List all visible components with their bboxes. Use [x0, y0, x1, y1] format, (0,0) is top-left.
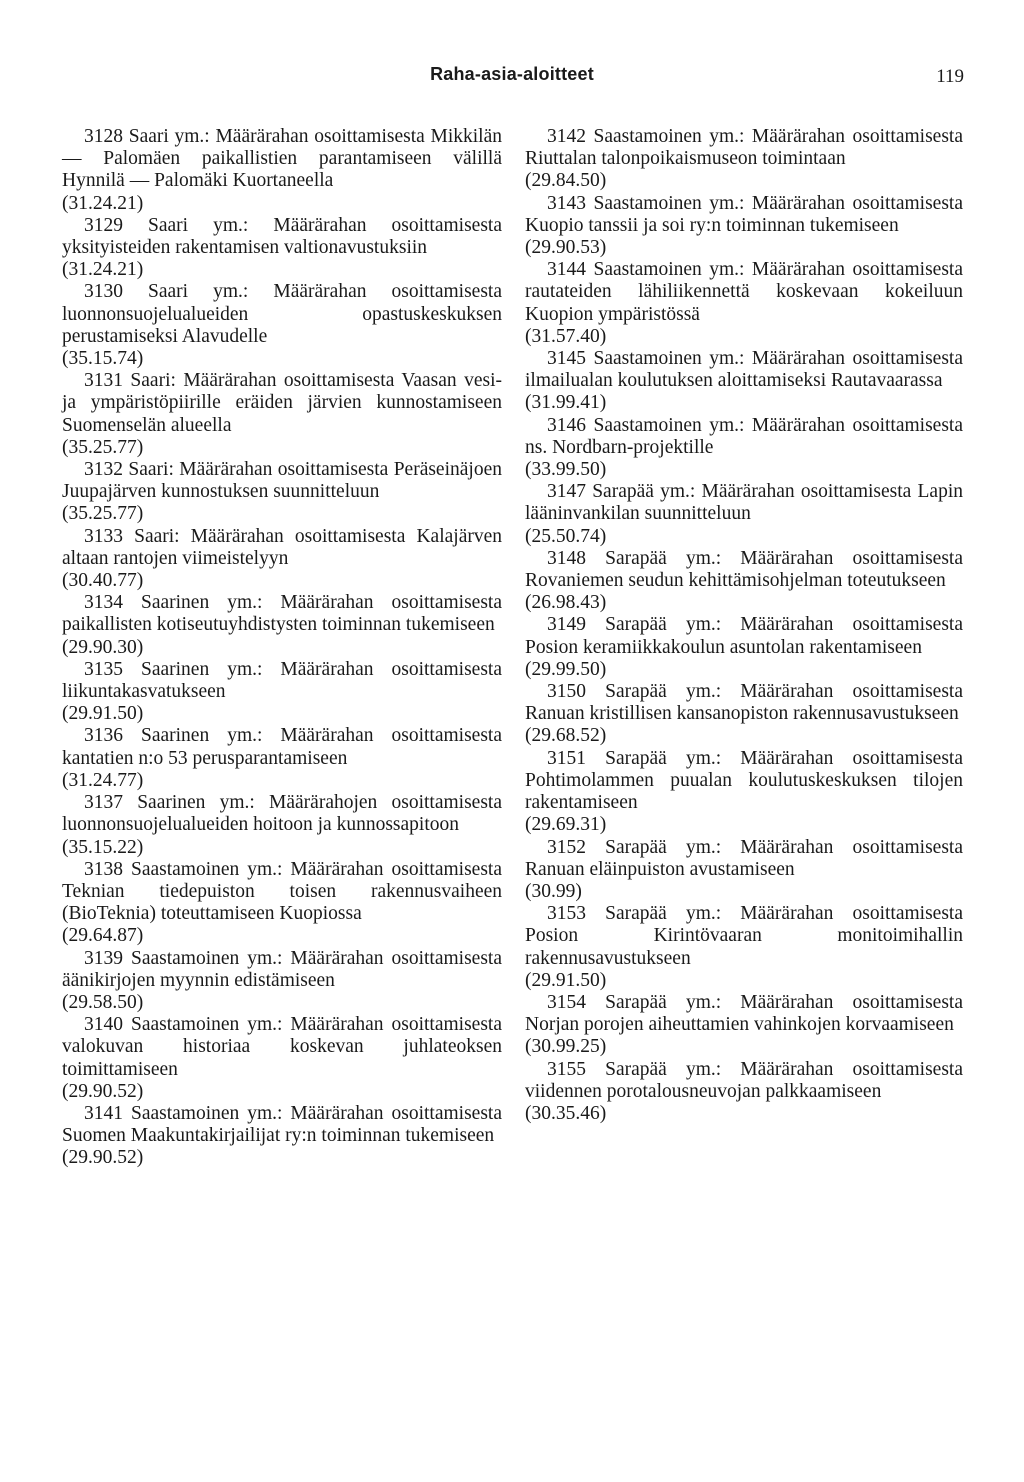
- entry-text: 3152 Sarapää ym.: Määrärahan osoittamisesta Ranuan eläinpuiston avustamiseen: [525, 836, 963, 880]
- entry-text: 3149 Sarapää ym.: Määrärahan osoittamisesta Posion keramiikkakoulun asuntolan rakentamiseen: [525, 614, 963, 658]
- entry-reference: (35.15.74): [62, 348, 144, 370]
- left-column: [62, 126, 502, 1170]
- list-item: [525, 748, 963, 837]
- entry-text: 3153 Sarapää ym.: Määrärahan osoittamisesta Posion Kirintövaaran monitoimihallin rakennusavustukseen: [525, 903, 963, 969]
- entry-text: 3142 Saastamoinen ym.: Määrärahan osoittamisesta Riuttalan talonpoikaismuseon toimintaan: [525, 126, 963, 170]
- list-item: [525, 681, 963, 748]
- entry-reference: (29.90.52): [62, 1147, 144, 1169]
- entry-text: 3131 Saari: Määrärahan osoittamisesta Vaasan vesi- ja ympäristöpiirille eräiden järvien kunnostamiseen Suomenselän alueella: [62, 370, 502, 436]
- entry-text: 3147 Sarapää ym.: Määrärahan osoittamisesta Lapin lääninvankilan suunnitteluun: [525, 481, 963, 525]
- list-item: [62, 1014, 502, 1103]
- list-item: [62, 526, 502, 593]
- entry-text: 3145 Saastamoinen ym.: Määrärahan osoittamisesta ilmailualan koulutuksen aloittamiseksi Rautavaarassa: [525, 348, 963, 392]
- entry-reference: (29.64.87): [62, 925, 144, 947]
- entry-text: 3155 Sarapää ym.: Määrärahan osoittamisesta viidennen porotalousneuvojan palkkaamiseen: [525, 1058, 963, 1102]
- entry-text: 3130 Saari ym.: Määrärahan osoittamisesta luonnonsuojelualueiden opastuskeskuksen perustamiseksi Alavudelle: [62, 281, 502, 347]
- entry-text: 3144 Saastamoinen ym.: Määrärahan osoittamisesta rautateiden lähiliikennettä koskevaan kokeiluun Kuopion ympäristössä: [525, 259, 963, 325]
- entry-reference: (29.90.52): [62, 1080, 144, 1102]
- page-number: 119: [936, 66, 964, 87]
- entry-reference: (31.99.41): [525, 392, 607, 414]
- entry-text: 3135 Saarinen ym.: Määrärahan osoittamisesta liikuntakasvatukseen: [62, 658, 502, 703]
- entry-reference: (30.40.77): [62, 570, 144, 592]
- entry-text: 3128 Saari ym.: Määrärahan osoittamisesta Mikkilän — Palomäen paikallistien parantamiseen välillä Hynnilä — Palomäki Kuortaneella: [62, 126, 502, 192]
- entry-text: 3143 Saastamoinen ym.: Määrärahan osoittamisesta Kuopio tanssii ja soi ry:n toiminnan tukemiseen: [525, 192, 963, 236]
- entry-text: 3150 Sarapää ym.: Määrärahan osoittamisesta Ranuan kristillisen kansanopiston rakennusavustukseen: [525, 681, 963, 725]
- entry-reference: (35.15.22): [62, 836, 144, 858]
- list-item: [525, 259, 963, 348]
- entry-reference: (29.90.53): [525, 237, 607, 259]
- entry-reference: (25.50.74): [525, 525, 607, 547]
- entry-reference: (35.25.77): [62, 436, 144, 458]
- entry-text: 3148 Sarapää ym.: Määrärahan osoittamisesta Rovaniemen seudun kehittämisohjelman toteutukseen: [525, 547, 963, 592]
- entry-text: 3129 Saari ym.: Määrärahan osoittamisesta yksityisteiden rakentamisen valtionavustuksiin: [62, 214, 502, 259]
- list-item: [62, 859, 502, 948]
- list-item: [62, 1103, 502, 1170]
- entry-reference: (30.99.25): [525, 1036, 607, 1058]
- entry-reference: (29.84.50): [525, 170, 607, 192]
- list-item: [525, 126, 963, 193]
- entry-text: 3151 Sarapää ym.: Määrärahan osoittamisesta Pohtimolammen puualan koulutuskeskuksen tilojen rakentamiseen: [525, 747, 963, 814]
- entry-text: 3138 Saastamoinen ym.: Määrärahan osoittamisesta Teknian tiedepuiston toisen rakennusvaiheen (BioTeknia) toteuttamiseen Kuopiossa: [62, 858, 502, 925]
- list-item: [525, 548, 963, 615]
- list-item: [62, 948, 502, 1015]
- list-item: [62, 792, 502, 859]
- entry-reference: (31.24.21): [62, 192, 144, 214]
- entry-text: 3132 Saari: Määrärahan osoittamisesta Peräseinäjoen Juupajärven kunnostuksen suunnitteluun: [62, 459, 502, 503]
- list-item: [62, 592, 502, 659]
- list-item: [525, 481, 963, 548]
- entry-reference: (30.99): [525, 880, 582, 902]
- entry-reference: (29.99.50): [525, 658, 607, 680]
- entry-reference: (30.35.46): [525, 1102, 607, 1124]
- list-item: [525, 415, 963, 482]
- entry-reference: (33.99.50): [525, 459, 607, 481]
- entry-reference: (29.91.50): [62, 703, 144, 725]
- list-item: [525, 193, 963, 260]
- list-item: [525, 1059, 963, 1126]
- list-item: [525, 992, 963, 1059]
- running-title: Raha-asia-aloitteet: [430, 64, 594, 84]
- entry-reference: (31.24.21): [62, 259, 144, 281]
- entry-reference: (29.69.31): [525, 814, 607, 836]
- entry-text: 3140 Saastamoinen ym.: Määrärahan osoittamisesta valokuvan historiaa koskevan juhlateoksen toimittamiseen: [62, 1014, 502, 1080]
- entry-reference: (26.98.43): [525, 592, 607, 614]
- list-item: [62, 215, 502, 282]
- entry-reference: (35.25.77): [62, 503, 144, 525]
- entry-text: 3141 Saastamoinen ym.: Määrärahan osoittamisesta Suomen Maakuntakirjailijat ry:n toiminnan tukemiseen: [62, 1102, 502, 1147]
- right-column: [525, 126, 963, 1125]
- entry-reference: (29.91.50): [525, 969, 607, 991]
- entry-text: 3136 Saarinen ym.: Määrärahan osoittamisesta kantatien n:o 53 perusparantamiseen: [62, 725, 502, 769]
- list-item: [525, 903, 963, 992]
- list-item: [525, 348, 963, 415]
- list-item: [62, 126, 502, 215]
- entry-text: 3154 Sarapää ym.: Määrärahan osoittamisesta Norjan porojen aiheuttamien vahinkojen korvaamiseen: [525, 991, 963, 1036]
- list-item: [525, 614, 963, 681]
- entry-reference: (31.24.77): [62, 769, 144, 791]
- entry-reference: (29.90.30): [62, 636, 144, 658]
- list-item: [62, 459, 502, 526]
- entry-text: 3139 Saastamoinen ym.: Määrärahan osoittamisesta äänikirjojen myynnin edistämiseen: [62, 947, 502, 991]
- list-item: [62, 659, 502, 726]
- entry-text: 3133 Saari: Määrärahan osoittamisesta Kalajärven altaan rantojen viimeistelyyn: [62, 525, 502, 569]
- list-item: [62, 370, 502, 459]
- entry-reference: (31.57.40): [525, 325, 607, 347]
- page-header: [0, 64, 1024, 94]
- entry-text: 3134 Saarinen ym.: Määrärahan osoittamisesta paikallisten kotiseutuyhdistysten toiminnan tukemiseen: [62, 592, 502, 636]
- list-item: [62, 725, 502, 792]
- list-item: [525, 837, 963, 904]
- entry-reference: (29.68.52): [525, 725, 607, 747]
- entry-reference: (29.58.50): [62, 991, 144, 1013]
- entry-text: 3137 Saarinen ym.: Määrärahojen osoittamisesta luonnonsuojelualueiden hoitoon ja kunnossapitoon: [62, 792, 502, 836]
- list-item: [62, 281, 502, 370]
- entry-text: 3146 Saastamoinen ym.: Määrärahan osoittamisesta ns. Nordbarn-projektille: [525, 414, 963, 458]
